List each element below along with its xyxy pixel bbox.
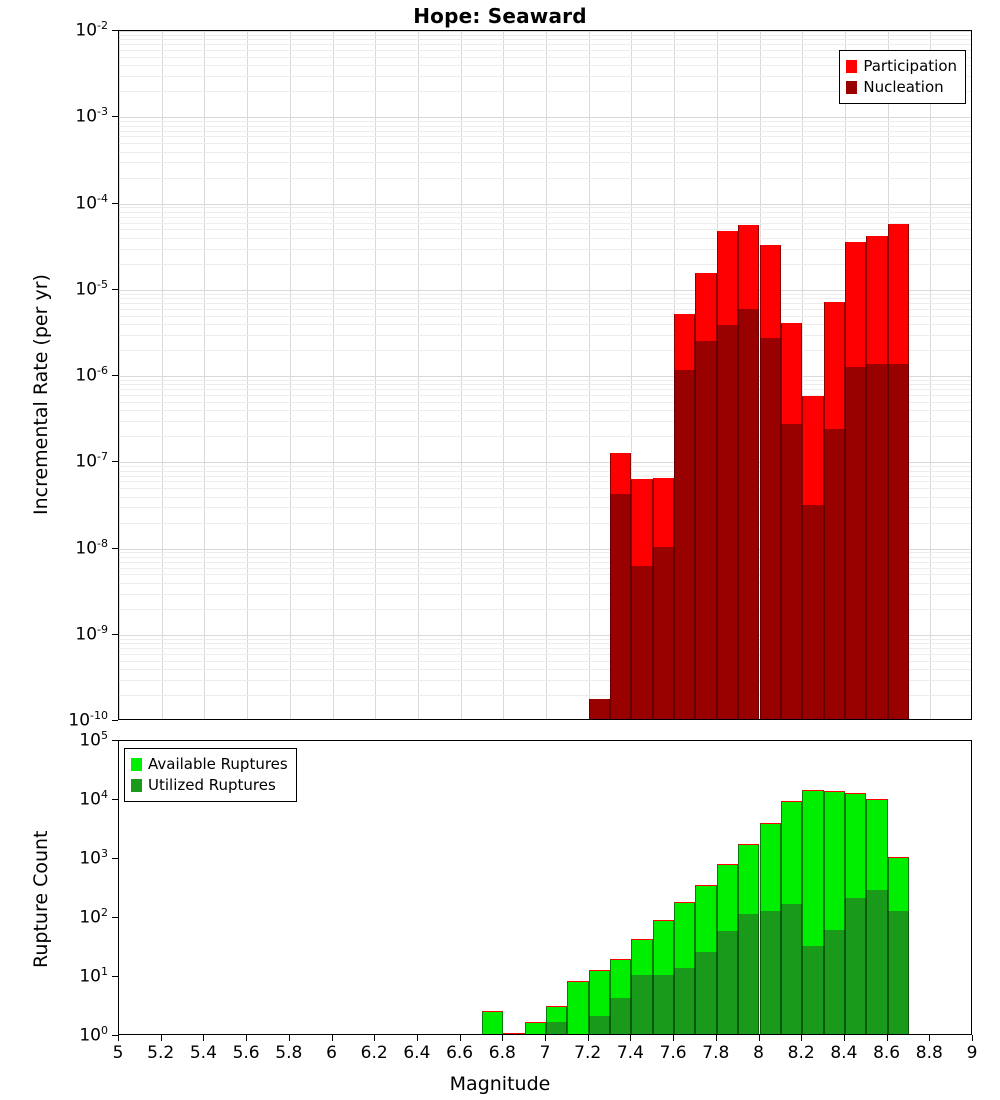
nucleation-segment bbox=[738, 309, 759, 719]
utilized-ruptures-segment bbox=[674, 968, 695, 1034]
legend-entry bbox=[846, 77, 957, 98]
legend-entry bbox=[131, 754, 288, 775]
legend-label: Participation bbox=[863, 57, 957, 75]
x-tick-label: 7.6 bbox=[659, 1043, 687, 1063]
rupture-bar bbox=[674, 740, 695, 1034]
utilized-ruptures-segment bbox=[888, 911, 909, 1034]
x-tick-label: 6.2 bbox=[360, 1043, 388, 1063]
utilized-ruptures-segment bbox=[546, 1022, 567, 1034]
utilized-ruptures-segment bbox=[738, 914, 759, 1034]
rupture-bar bbox=[717, 740, 738, 1034]
rupture-bar bbox=[610, 740, 631, 1034]
utilized-ruptures-segment bbox=[589, 1016, 610, 1034]
bottom-y-tick-label: $10^5$ bbox=[79, 729, 108, 751]
nucleation-segment bbox=[760, 338, 781, 719]
legend-swatch bbox=[131, 758, 142, 771]
utilized-ruptures-segment bbox=[653, 975, 674, 1034]
utilized-ruptures-segment bbox=[845, 898, 866, 1034]
nucleation-segment bbox=[824, 429, 845, 719]
x-tick-label: 7.4 bbox=[616, 1043, 644, 1063]
rupture-bar bbox=[503, 740, 524, 1034]
utilized-ruptures-segment bbox=[631, 975, 652, 1034]
bottom-y-tick-label: $10^2$ bbox=[79, 906, 108, 928]
rate-bar bbox=[631, 30, 652, 719]
legend-label: Utilized Ruptures bbox=[148, 776, 276, 794]
rate-bar bbox=[717, 30, 738, 719]
x-tick-label: 5.8 bbox=[275, 1043, 303, 1063]
nucleation-segment bbox=[674, 370, 695, 719]
legend-swatch bbox=[846, 60, 857, 73]
utilized-ruptures-segment bbox=[610, 998, 631, 1034]
nucleation-segment bbox=[866, 364, 887, 719]
utilized-ruptures-segment bbox=[695, 952, 716, 1034]
rupture-bar bbox=[888, 740, 909, 1034]
bottom-y-tick-label: $10^1$ bbox=[79, 965, 108, 987]
top-legend bbox=[839, 50, 966, 104]
rate-bar bbox=[802, 30, 823, 719]
x-tick-label: 9 bbox=[966, 1043, 978, 1063]
top-y-tick-label: $10^{-9}$ bbox=[75, 622, 108, 645]
top-y-tick-label: $10^{-4}$ bbox=[75, 191, 108, 214]
rupture-bar bbox=[567, 740, 588, 1034]
nucleation-segment bbox=[631, 566, 652, 719]
x-tick-label: 8 bbox=[753, 1043, 764, 1063]
bottom-y-tick-label: $10^0$ bbox=[79, 1024, 108, 1046]
top-y-tick-label: $10^{-3}$ bbox=[75, 105, 108, 127]
legend-label: Available Ruptures bbox=[148, 755, 288, 773]
rupture-bar bbox=[845, 740, 866, 1034]
nucleation-segment bbox=[802, 505, 823, 719]
bottom-legend bbox=[124, 748, 297, 802]
rate-bar bbox=[824, 30, 845, 719]
top-y-tick-label: $10^{-5}$ bbox=[75, 277, 108, 300]
rate-bar bbox=[674, 30, 695, 719]
rupture-bar bbox=[653, 740, 674, 1034]
x-tick-label: 5.4 bbox=[189, 1043, 217, 1063]
nucleation-segment bbox=[845, 367, 866, 719]
x-tick-label: 8.2 bbox=[787, 1043, 815, 1063]
x-tick-label: 8.4 bbox=[830, 1043, 858, 1063]
rate-bar bbox=[760, 30, 781, 719]
available-ruptures-segment bbox=[503, 1033, 524, 1034]
utilized-ruptures-segment bbox=[824, 930, 845, 1034]
x-tick-label: 7.8 bbox=[702, 1043, 730, 1063]
top-y-tick-label: $10^{-7}$ bbox=[75, 450, 108, 472]
legend-label: Nucleation bbox=[863, 78, 944, 96]
utilized-ruptures-segment bbox=[781, 904, 802, 1034]
bottom-y-axis-title: Rupture Count bbox=[30, 830, 52, 968]
utilized-ruptures-segment bbox=[717, 931, 738, 1034]
rate-bar bbox=[781, 30, 802, 719]
utilized-ruptures-segment bbox=[760, 911, 781, 1034]
rupture-bar bbox=[525, 740, 546, 1034]
utilized-ruptures-segment bbox=[802, 946, 823, 1034]
nucleation-segment bbox=[888, 364, 909, 719]
nucleation-segment bbox=[610, 494, 631, 719]
rupture-bar bbox=[482, 740, 503, 1034]
x-tick-label: 6 bbox=[326, 1043, 337, 1063]
legend-entry bbox=[131, 775, 288, 796]
top-y-axis-title: Incremental Rate (per yr) bbox=[30, 274, 52, 515]
x-tick-label: 7.2 bbox=[574, 1043, 602, 1063]
rupture-bar bbox=[589, 740, 610, 1034]
rate-bar bbox=[653, 30, 674, 719]
x-tick-label: 8.6 bbox=[873, 1043, 901, 1063]
rate-bar bbox=[610, 30, 631, 719]
rupture-bar bbox=[695, 740, 716, 1034]
rate-bar bbox=[888, 30, 909, 719]
legend-swatch bbox=[846, 81, 857, 94]
legend-swatch bbox=[131, 779, 142, 792]
rate-bar bbox=[589, 30, 610, 719]
rate-bar bbox=[695, 30, 716, 719]
x-tick-label: 6.8 bbox=[488, 1043, 516, 1063]
top-y-tick-label: $10^{-2}$ bbox=[75, 19, 108, 41]
rupture-bar bbox=[546, 740, 567, 1034]
nucleation-segment bbox=[781, 424, 802, 719]
available-ruptures-segment bbox=[525, 1022, 546, 1034]
nucleation-segment bbox=[653, 547, 674, 720]
rupture-bar bbox=[738, 740, 759, 1034]
x-tick-label: 5 bbox=[112, 1043, 124, 1063]
incremental-rate-plot bbox=[118, 30, 972, 720]
bottom-y-tick-label: $10^4$ bbox=[79, 788, 108, 810]
x-tick-label: 5.2 bbox=[147, 1043, 175, 1063]
nucleation-segment bbox=[717, 325, 738, 719]
chart-title: Hope: Seaward bbox=[413, 4, 587, 28]
rupture-bar bbox=[781, 740, 802, 1034]
rate-bar bbox=[738, 30, 759, 719]
x-axis-title: Magnitude bbox=[449, 1073, 551, 1095]
rupture-bar bbox=[824, 740, 845, 1034]
x-tick-label: 8.8 bbox=[915, 1043, 943, 1063]
top-y-tick-label: $10^{-10}$ bbox=[68, 709, 108, 731]
rupture-bar bbox=[802, 740, 823, 1034]
rupture-bar bbox=[631, 740, 652, 1034]
available-ruptures-segment bbox=[567, 981, 588, 1034]
x-tick-label: 7 bbox=[539, 1043, 551, 1063]
rate-bar bbox=[845, 30, 866, 719]
rupture-bar bbox=[760, 740, 781, 1034]
nucleation-segment bbox=[589, 699, 610, 719]
x-tick-label: 6.4 bbox=[403, 1043, 431, 1063]
x-tick-label: 5.6 bbox=[232, 1043, 260, 1063]
top-y-tick-label: $10^{-8}$ bbox=[75, 536, 108, 559]
legend-entry bbox=[846, 56, 957, 77]
utilized-ruptures-segment bbox=[866, 890, 887, 1034]
x-tick-label: 6.6 bbox=[446, 1043, 474, 1063]
nucleation-segment bbox=[695, 341, 716, 719]
rupture-bar bbox=[866, 740, 887, 1034]
top-y-tick-label: $10^{-6}$ bbox=[75, 364, 108, 386]
available-ruptures-segment bbox=[482, 1011, 503, 1034]
rate-bar bbox=[866, 30, 887, 719]
bottom-y-tick-label: $10^3$ bbox=[79, 847, 108, 869]
